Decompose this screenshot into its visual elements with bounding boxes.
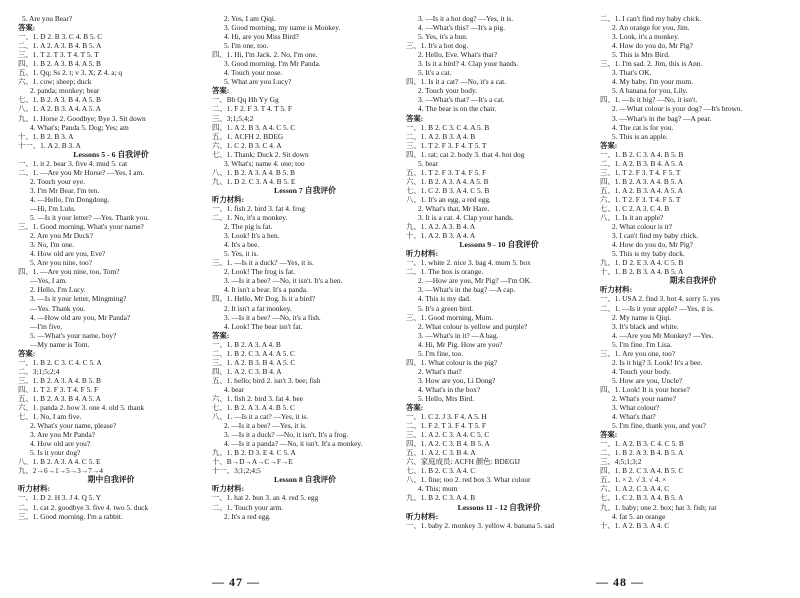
answer-line: 八、1. B 2. A 3. A 4. B 5. B <box>212 167 295 177</box>
answer-line: 5. Yes, it is. <box>224 249 259 259</box>
answer-line: 一、1. D 2. H 3. J 4. Q 5. Y <box>18 493 102 503</box>
answer-line: 2. It isn't a fat monkey. <box>224 303 292 313</box>
answer-line: 四、1. B 2. A 3. B 4. A 5. B <box>18 59 101 69</box>
answer-line: 4. Look! The bear isn't fat. <box>224 321 303 331</box>
answer-line: 4. What's; Panda 5. Dog; Yes; am <box>30 122 129 132</box>
answer-line: 2. —What colour is your dog? —It's brown. <box>612 104 743 114</box>
answer-line: 七、1. B 2. A 3. A 4. B 5. C <box>212 403 295 413</box>
answer-line: 九、1. B 2. C 3. A 4. B <box>406 493 476 503</box>
answer-line: 3. —What's in the bag? —A cap. <box>418 285 516 295</box>
answer-line: 二、1. A 2. A 3. B 4. B 5. A <box>18 41 102 51</box>
section-title: Lesson 8 自我评价 <box>274 475 336 485</box>
answer-line: 六、1. panda 2. how 3. one 4. old 5. thank <box>18 403 145 413</box>
answer-line: 5. I'm fine, too. <box>418 348 464 358</box>
answer-line: 七、1. C 2. A 3. C 4. B <box>600 203 670 213</box>
answer-line: 一、1. fish 2. bird 3. fat 4. frog <box>212 203 305 213</box>
answer-line: 一、1. A 2. B 3. C 4. C 5. B <box>600 439 684 449</box>
answer-line: 二、1. No, it's a monkey. <box>212 213 288 223</box>
answer-line: 六、1. C 2. B 3. C 4. A <box>212 140 282 150</box>
answer-line: 4. The bear is on the chair. <box>418 104 497 114</box>
answer-line: 4. The cat is for you. <box>612 122 674 132</box>
answer-line: 4. How do you do, Mr Pig? <box>612 41 693 51</box>
answer-line: 4. How old are you, Eve? <box>30 249 106 259</box>
answer-line: 二、1. A 2. B 3. B 4. A 5. A <box>600 158 684 168</box>
answer-line: 四、1. Look! It is your horse? <box>600 384 690 394</box>
answer-line: 5. This is Mrs Bird. <box>612 50 670 60</box>
answer-line: 三、1. Good morning. What's your name? <box>18 222 144 232</box>
answer-line: 九、1. B 2. D 3. E 4. C 5. A <box>212 448 296 458</box>
answer-line: 九、1. baby; one 2. box; hat 3. fish; rat <box>600 502 717 512</box>
answer-line: 六、1. cow; sheep; duck <box>18 77 92 87</box>
section-label: 答案: <box>406 403 424 413</box>
answer-line: 4. This is my dad. <box>418 294 471 304</box>
answer-line: 5. This is an apple. <box>612 131 668 141</box>
answer-line: 5. Yes, it's a bun. <box>418 32 468 42</box>
answer-line: 六、1. T 2. F 3. T 4. F 5. T <box>600 194 681 204</box>
answer-line: 一、1. USA 2. find 3. hot 4. sorry 5. yes <box>600 294 720 304</box>
answer-line: 2. Is it big? 3. Look! It's a bee. <box>612 357 703 367</box>
answer-line: 四、1. Hello, Mr Dog. Is it a bird? <box>212 294 316 304</box>
answer-line: 八、1. B 2. A 3. A 4. C 5. E <box>18 457 101 467</box>
answer-line: 八、1. fine; too 2. red box 3. What colour <box>406 475 531 485</box>
answer-line: 八、1. It's an egg, a red egg. <box>406 194 491 204</box>
answer-line: 一、1. baby 2. monkey 3. yellow 4. banana 5. sad <box>406 520 555 530</box>
section-label: 答案: <box>18 23 36 33</box>
answer-line: 5. Hello, Mrs Bird. <box>418 393 475 403</box>
answer-line: 3. —What's in it? —A bag. <box>418 330 499 340</box>
section-label: 听力材料: <box>406 511 439 521</box>
answer-line: 2. Touch your body. <box>418 86 478 96</box>
answer-line: 3. Look! It's a hen. <box>224 231 280 241</box>
answer-line: 四、1. B 2. A 3. A 4. B 5. A <box>600 176 683 186</box>
answer-line: 2. What's that? <box>418 366 462 376</box>
answer-line: 3. Is it a bird? 4. Clap your hands. <box>418 59 519 69</box>
answer-line: 一、1. B 2. C 3. C 4. C 5. A <box>18 357 102 367</box>
answer-line: 三、1. T 2. F 3. F 4. T 5. T <box>406 140 487 150</box>
answer-line: 3. What colour? <box>612 403 660 413</box>
answer-line: 二、1. —Are you Mr Horse? —Yes, I am. <box>18 167 145 177</box>
answer-line: 七、1. C 2. B 3. A 4. C 5. B <box>406 185 490 195</box>
answer-line: —Yes, I am. <box>30 276 68 286</box>
answer-line: 2. What colour is yellow and purple? <box>418 321 528 331</box>
answer-line: 二、1. The box is orange. <box>406 267 484 277</box>
answer-line: 5. Are you Bear? <box>22 14 73 23</box>
answer-line: 5. It's a cat. <box>418 68 452 78</box>
answer-line: 4. fat 5. an orange <box>612 511 666 521</box>
answer-line: 四、1. —Are you nine, too, Tom? <box>18 267 120 277</box>
answer-line: 4. How do you do, Mr Pig? <box>612 240 693 250</box>
answer-line: 三、3;1;5;4;2 <box>212 113 254 123</box>
answer-line: 一、1. it 2. bear 3. five 4. mud 5. cat <box>18 158 128 168</box>
answer-line: 四、1. —Is it big? —No, it isn't. <box>600 95 698 105</box>
column-3 <box>406 14 592 576</box>
answer-line: 5. I'm fine, thank you, and you? <box>612 421 706 431</box>
answer-line: 3. How are you, Li Dong? <box>418 375 496 385</box>
answer-line: 4. Touch your nose. <box>224 68 283 78</box>
answer-line: 3. That's OK. <box>612 68 652 78</box>
answer-line: 4. Hi, are you Miss Bird? <box>224 32 299 42</box>
answer-line: 九、2→6→1→5→3→7→4 <box>18 466 103 476</box>
answer-line: 2. —Is it a bee? —Yes, it is. <box>224 421 308 431</box>
answer-line: 3. —Is it a hot dog? —Yes, it is. <box>418 14 514 23</box>
answer-line: 三、1. T 2. F 3. T 4. F 5. T <box>600 167 681 177</box>
answer-line: 4. —What's this? —It's a pig. <box>418 23 506 33</box>
answer-line: 五、1. ACFH 2. BDEG <box>212 131 284 141</box>
answer-line: 二、3;1;5;2;4 <box>18 366 60 376</box>
answer-line: 3. Good morning. I'm Mr Panda. <box>224 59 321 69</box>
answer-line: 4. It's a bee. <box>224 240 260 250</box>
answer-line: —Yes. Thank you. <box>30 303 86 313</box>
answer-line: 九、1. D 2. C 3. A 4. B 5. E <box>212 176 296 186</box>
answer-line: 2. What's that, Mr Hare. <box>418 203 490 213</box>
answer-line: 5. —Is it your letter? —Yes. Thank you. <box>30 213 149 223</box>
answer-line: 3. —Is it your letter, Mingming? <box>30 294 127 304</box>
answer-line: 七、1. B 2. C 3. A 4. C <box>406 466 476 476</box>
answer-line: 3. It's black and white. <box>612 321 679 331</box>
answer-line: 九、1. Horse 2. Goodbye; Bye 3. Sit down <box>18 113 146 123</box>
answer-line: 七、1. No, I am five. <box>18 412 82 422</box>
answer-line: 5. I'm fine. I'm Lisa. <box>612 339 672 349</box>
answer-line: —My name is Tom. <box>30 339 90 349</box>
answer-line: 三、1. —Is it a duck? —Yes, it is. <box>212 258 314 268</box>
section-label: 答案: <box>600 140 618 150</box>
answer-line: 2. Hello, Eve. What's that? <box>418 50 497 60</box>
answer-line: 2. Are you Mr Duck? <box>30 231 94 241</box>
answer-line: 五、1. Qq; Ss 2. t; v 3. X; Z 4. a; q <box>18 68 123 78</box>
answer-line: 5. It's a green bird. <box>418 303 474 313</box>
answer-line: 5. —What's your name, boy? <box>30 330 117 340</box>
answer-line: 二、1. B 2. C 3. A 4. A 5. C <box>212 348 295 358</box>
answer-line: 5. This is my baby duck. <box>612 249 685 259</box>
section-label: 答案: <box>212 330 230 340</box>
answer-line: 2. My name is Qiqi. <box>612 312 672 322</box>
answer-line: 八、1. —Is it a cat? —Yes, it is. <box>212 412 309 422</box>
answer-line: —Hi, I'm Lulu. <box>30 203 76 213</box>
answer-line: 一、Bb Qq Hh Yy Gg <box>212 95 279 105</box>
answer-line: 二、1. I can't find my baby chick. <box>600 14 702 23</box>
answer-line: 七、1. B 2. A 3. B 4. A 5. B <box>18 95 101 105</box>
answer-line: 5. I'm one, too. <box>224 41 269 51</box>
answer-line: 四、1. A 2. B 3. A 4. C 5. C <box>212 122 296 132</box>
section-label: 听力材料: <box>212 484 245 494</box>
section-title: 期末自我评价 <box>669 276 717 286</box>
answer-line: 3. What's; name 4. one; too <box>224 158 305 168</box>
answer-line: 4. —How old are you, Mr Panda? <box>30 312 131 322</box>
answer-line: 2. The pig is fat. <box>224 222 273 232</box>
column-2 <box>212 14 398 576</box>
answer-line: 六、1. B 2. A 3. A 4. A 5. B <box>406 176 489 186</box>
answer-line: 三、1. A 2. C 3. A 4. C 5. C <box>406 430 490 440</box>
answer-line: 三、1. T 2. T 3. T 4. T 5. T <box>18 50 99 60</box>
answer-line: 4. —Hello, I'm Dongdong. <box>30 194 110 204</box>
answer-line: 2. What's your name, please? <box>30 421 117 431</box>
answer-line: 五、1. T 2. F 3. T 4. F 5. F <box>406 167 487 177</box>
section-title: Lessons 5 - 6 自我评价 <box>73 149 149 159</box>
answer-line: 十、1. B 2. B 3. A 4. B 5. A <box>600 267 684 277</box>
answer-line: 八、1. Is it an apple? <box>600 213 664 223</box>
answer-line: 九、1. A 2. A 3. B 4. A <box>406 222 476 232</box>
answer-line: 3. Good morning, my name is Monkey. <box>224 23 341 33</box>
section-title: Lesson 7 自我评价 <box>274 185 336 195</box>
answer-line: 四、1. T 2. F 3. T 4. F 5. F <box>18 384 99 394</box>
right-page <box>406 14 796 574</box>
answer-line: 3. I'm Mr Bear. I'm ten. <box>30 185 100 195</box>
answer-line: 十、B→D→A→C→F→E <box>212 457 293 467</box>
answer-line: 4. What's that? <box>612 412 656 422</box>
answer-line: 2. panda; monkey; bear <box>30 86 100 96</box>
answer-line: 二、1. —Is it your apple? —Yes, it is. <box>600 303 714 313</box>
answer-line: 2. Yes, I am Qiqi. <box>224 14 276 23</box>
answer-line: 5. What are you Lucy? <box>224 77 292 87</box>
answer-line: 七、1. Thank; Duck 2. Sit down <box>212 149 309 159</box>
answer-line: 2. Look! The frog is fat. <box>224 267 296 277</box>
answer-line: 四、1. What colour is the pig? <box>406 357 498 367</box>
answer-line: 3. —What's that? —It's a cat. <box>418 95 505 105</box>
answer-line: 5. Is it your dog? <box>30 448 81 458</box>
answer-line: 五、1. hello; bird 2. isn't 3. bee; fish <box>212 375 321 385</box>
answer-line: 十、1. A 2. B 3. A 4. A <box>406 231 476 241</box>
section-label: 答案: <box>212 86 230 96</box>
column-4 <box>600 14 786 576</box>
answer-line: 3. Are you Mr Panda? <box>30 430 96 440</box>
answer-line: 5. Are you nine, too? <box>30 258 92 268</box>
answer-line: 一、1. B 2. C 3. C 4. A 5. B <box>406 122 490 132</box>
answer-line: 5. How are you, Uncle? <box>612 375 683 385</box>
answer-line: 三、1. B 2. A 3. A 4. B 5. B <box>18 375 101 385</box>
answer-line: 4. What's in the box? <box>418 384 481 394</box>
answer-line: 三、1. It's a hot dog. <box>406 41 469 51</box>
answer-line: 五、1. B 2. A 3. B 4. A 5. A <box>18 393 101 403</box>
answer-line: 四、1. Is it a cat? —No, it's a cat. <box>406 77 507 87</box>
left-page <box>18 14 408 574</box>
answer-line: 五、1. A 2. B 3. A 4. A 5. A <box>600 185 683 195</box>
answer-line: 一、1. D 2. B 3. C 4. B 5. C <box>18 32 103 42</box>
section-title: Lessons 9 - 10 自我评价 <box>459 240 539 250</box>
answer-line: 4. My baby, I'm your mum. <box>612 77 693 87</box>
answer-line: 3. —What's in the bag? —A pear. <box>612 113 712 123</box>
section-label: 答案: <box>406 113 424 123</box>
answer-line: 4. bear <box>224 384 245 394</box>
section-label: 答案: <box>600 430 618 440</box>
section-label: 答案: <box>18 348 36 358</box>
answer-line: 九、1. D 2. E 3. A 4. C 5. B <box>600 258 684 268</box>
answer-line: 3. It is a cat. 4. Clap your hands. <box>418 213 514 223</box>
answer-line: 2. An orange for you, Jim. <box>612 23 690 33</box>
answer-line: 二、1. B 2. A 3. B 4. B 5. A <box>600 448 684 458</box>
answer-line: 二、1. F 2. F 3. T 4. T 5. F <box>212 104 292 114</box>
answer-line: 四、1. A 2. C 3. B 4. A <box>212 366 282 376</box>
answer-line: 二、1. F 2. T 3. F 4. T 5. F <box>406 421 486 431</box>
answer-line: 一、1. hat 2. bun 3. an 4. red 5. egg <box>212 493 319 503</box>
answer-line: 十、1. B 2. B 3. A <box>18 131 74 141</box>
answer-line: 十一、1. A 2. B 3. A <box>18 140 81 150</box>
answer-line: 二、1. Touch your arm. <box>212 502 284 512</box>
answer-line: 四、1. A 2. C 3. B 4. B 5. A <box>406 439 490 449</box>
answer-line: 四、1. Hi, I'm Jack. 2. No, I'm one. <box>212 50 318 60</box>
answer-line: 四、1. rat; cat 2. body 3. that 4. hot dog <box>406 149 525 159</box>
answer-line: 4. It isn't a bear. It's a panda. <box>224 285 308 295</box>
answer-line: 3. No, I'm one. <box>30 240 75 250</box>
answer-line: 一、1. C 2. J 3. F 4. A 5. H <box>406 412 487 422</box>
answer-line: 一、1. white 2. nice 3. bag 4. mum 5. box <box>406 258 531 268</box>
answer-line: —I'm five. <box>30 321 63 331</box>
answer-line: 二、1. cat 2. goodbye 3. five 4. two 5. duck <box>18 502 149 512</box>
answer-line: 4. Touch your body. <box>612 366 672 376</box>
section-label: 听力材料: <box>18 484 51 494</box>
answer-line: 5. A banana for you, Lily. <box>612 86 688 96</box>
section-title: Lessons 11 - 12 自我评价 <box>457 502 541 512</box>
answer-line: 3. Look, it's a monkey. <box>612 32 680 42</box>
page-number-right: — 48 — <box>596 575 644 589</box>
answer-line: 五、1. × 2. √ 3. √ 4. × <box>600 475 667 485</box>
answer-line: 三、1. A 2. B 3. B 4. A 5. C <box>212 357 296 367</box>
answer-line: 2. What's your name? <box>612 393 676 403</box>
answer-line: 2. —How are you, Mr Pig? —I'm OK. <box>418 276 532 286</box>
answer-line: 八、1. A 2. B 3. A 4. A 5. A <box>18 104 101 114</box>
answer-line: 2. What colour is it? <box>612 222 673 232</box>
answer-line: 2. Hello, I'm Lucy. <box>30 285 86 295</box>
answer-line: 三、1. Are you one, too? <box>600 348 676 358</box>
answer-line: 六、家庭成员: ACFH 颜色: BDEGIJ <box>406 457 520 467</box>
answer-line: 七、1. C 2. B 3. A 4. B 5. A <box>600 493 684 503</box>
answer-line: 4. How old are you? <box>30 439 91 449</box>
answer-line: 三、1. I'm sad. 2. Jim, this is Ann. <box>600 59 703 69</box>
column-1 <box>18 14 204 576</box>
section-title: 期中自我评价 <box>87 475 135 485</box>
answer-line: 六、1. fish 2. bird 3. fat 4. bee <box>212 393 303 403</box>
answer-line: 2. It's a red egg. <box>224 511 271 521</box>
answer-line: 3. —Is it a duck? —No, it isn't. It's a frog. <box>224 430 349 440</box>
answer-line: 3. —Is it a bee? —No, it isn't. It's a hen. <box>224 276 343 286</box>
answer-line: 4. —Is it a panda? —No, it isn't. It's a monkey. <box>224 439 363 449</box>
answer-line: 一、1. B 2. C 3. A 4. B 5. B <box>600 149 684 159</box>
answer-line: 4. This; mum <box>418 484 458 494</box>
answer-line: 4. Hi, Mr Pig. How are you? <box>418 339 503 349</box>
answer-line: 五、1. A 2. C 3. B 4. A <box>406 448 476 458</box>
answer-line: 二、1. A 2. B 3. A 4. B <box>406 131 476 141</box>
answer-line: 三、4;5;1;3;2 <box>600 457 642 467</box>
answer-line: 六、1. A 2. C 3. A 4. C <box>600 484 670 494</box>
answer-line: 3. I can't find my baby chick. <box>612 231 699 241</box>
section-label: 听力材料: <box>212 194 245 204</box>
answer-line: 十一、3;1;2;4;5 <box>212 466 261 476</box>
answer-line: 3. —Is it a bee? —No, it's a fish. <box>224 312 321 322</box>
section-label: 听力材料: <box>600 285 633 295</box>
answer-line: 4. —Are you Mr Monkey? —Yes. <box>612 330 714 340</box>
answer-line: 四、1. B 2. C 3. A 4. B 5. C <box>600 466 684 476</box>
page-number-left: — 47 — <box>212 575 260 589</box>
answer-line: 一、1. B 2. A 3. A 4. B <box>212 339 281 349</box>
answer-line: 2. Touch your eye. <box>30 176 85 186</box>
answer-line: 十、1. A 2. B 3. A 4. C <box>600 520 670 530</box>
answer-line: 三、1. Good morning, Mum. <box>406 312 494 322</box>
answer-line: 三、1. Good morning. I'm a rabbit. <box>18 511 123 521</box>
section-label: 听力材料: <box>406 249 439 259</box>
answer-line: 5. bear <box>418 158 439 168</box>
